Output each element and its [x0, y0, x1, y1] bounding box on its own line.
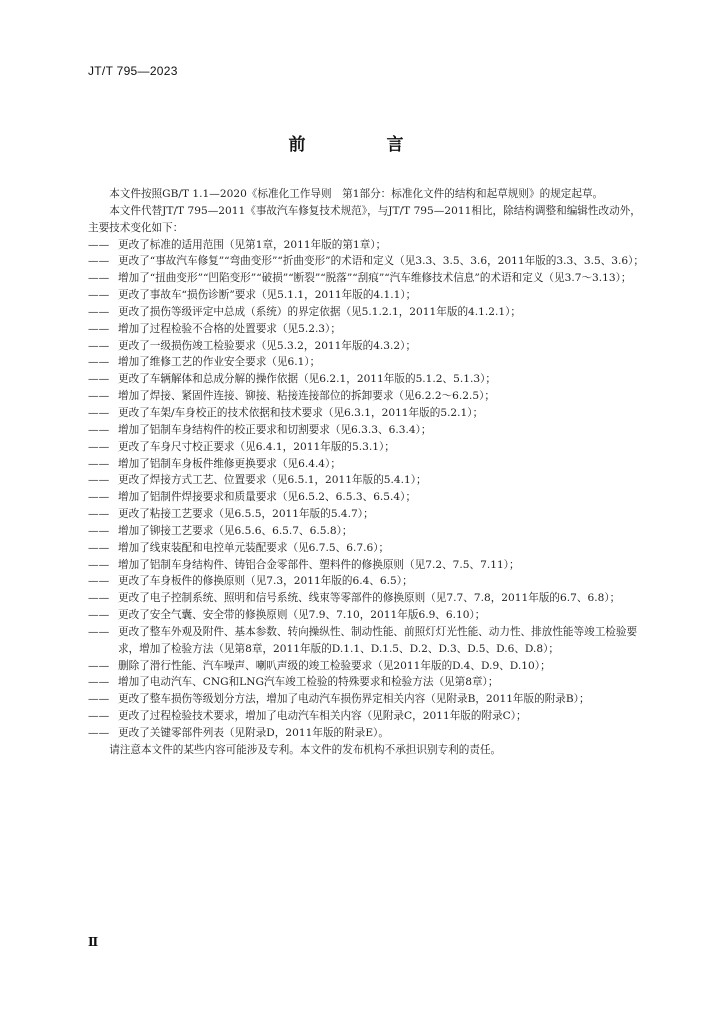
change-item [88, 287, 648, 304]
dash-bullet: —— [88, 289, 110, 302]
dash-bullet: —— [88, 322, 110, 335]
change-item [88, 253, 648, 270]
dash-bullet: —— [88, 406, 110, 419]
change-item-text: 更改了一级损伤竣工检验要求（见5.3.2，2011年版的4.3.2）； [118, 339, 417, 352]
change-item [88, 270, 648, 287]
change-item [88, 691, 648, 708]
change-item-text: 增加了铝制车身结构件的校正要求和切割要求（见6.3.3、6.3.4）； [118, 423, 432, 436]
change-item [88, 725, 648, 742]
change-item [88, 472, 648, 489]
dash-bullet: —— [88, 676, 110, 689]
change-item [88, 422, 648, 439]
change-item [88, 674, 648, 691]
dash-bullet: —— [88, 524, 110, 537]
dash-bullet: —— [88, 339, 110, 352]
change-item-text: 更改了焊接方式工艺、位置要求（见6.5.1，2011年版的5.4.1）； [118, 474, 427, 487]
dash-bullet: —— [88, 491, 110, 504]
change-item-text: 更改了车辆解体和总成分解的操作依据（见6.2.1，2011年版的5.1.2、5.1.3）； [118, 373, 496, 386]
change-item [88, 388, 648, 405]
document-body [88, 186, 648, 759]
dash-bullet: —— [88, 238, 110, 251]
change-item [88, 237, 648, 254]
dash-bullet: —— [88, 727, 110, 739]
change-item-text: 更改了粘接工艺要求（见6.5.5，2011年版的5.4.7）； [118, 508, 374, 521]
dash-bullet: —— [88, 272, 110, 285]
change-item [88, 338, 648, 355]
change-item [88, 304, 648, 321]
change-item-text: 更改了事故车“损伤诊断”要求（见5.1.1，2011年版的4.1.1）； [118, 289, 417, 302]
dash-bullet: —— [88, 255, 110, 268]
change-item [88, 590, 648, 607]
change-item [88, 506, 648, 523]
change-item [88, 540, 648, 557]
change-item-text: 增加了过程检验不合格的处置要求（见5.2.3）； [118, 322, 341, 335]
page-number: Ⅱ [88, 935, 99, 949]
dash-bullet: —— [88, 625, 110, 638]
change-item [88, 607, 648, 624]
dash-bullet: —— [88, 356, 110, 369]
change-item [88, 523, 648, 540]
change-item-text: 更改了损伤等级评定中总成（系统）的界定依据（见5.1.2.1，2011年版的4.1.2.1）； [118, 305, 522, 318]
dash-bullet: —— [88, 541, 110, 554]
change-item-text: 更改了“事故汽车修复”“弯曲变形”“折曲变形”的术语和定义（见3.3、3.5、3.6，2011年版的3.3、3.5、3.6）； [118, 255, 645, 268]
change-item-text: 更改了标准的适用范围（见第1章，2011年版的第1章）； [118, 238, 387, 251]
change-item [88, 658, 648, 675]
dash-bullet: —— [88, 592, 110, 605]
change-item-text: 更改了车身尺寸校正要求（见6.4.1，2011年版的5.3.1）； [118, 440, 395, 453]
change-item-text: 更改了过程检验技术要求，增加了电动汽车相关内容（见附录C，2011年版的附录C）； [118, 710, 527, 723]
change-item [88, 321, 648, 338]
change-item [88, 489, 648, 506]
intro-paragraph-1: 本文件按照GB/T 1.1—2020《标准化工作导则 第1部分：标准化文件的结构和起草规则》的规定起草。 [109, 188, 604, 200]
change-item-text: 更改了车架/车身校正的技术依据和技术要求（见6.3.1，2011年版的5.2.1）； [118, 406, 484, 419]
dash-bullet: —— [88, 659, 110, 672]
dash-bullet: —— [88, 423, 110, 436]
change-item-text: 更改了整车外观及附件、基本参数、转向操纵性、制动性能、前照灯灯光性能、动力性、排放性能等竣工检验要求，增加了检验方法（见第8章，2011年版的D.1.1、D.1.5、D.2、D.3、D.5、D.6、D.8）； [118, 625, 638, 655]
change-item-text: 更改了整车损伤等级划分方法，增加了电动汽车损伤界定相关内容（见附录B，2011年版的附录B）； [118, 693, 590, 706]
change-item [88, 573, 648, 590]
document-code: JT/T 795—2023 [88, 64, 178, 78]
change-item-text: 更改了电子控制系统、照明和信号系统、线束等零部件的修换原则（见7.7、7.8，2011年版的6.7、6.8）； [118, 592, 621, 605]
change-item-text: 增加了“扭曲变形”“凹陷变形”“破损”“断裂”“脱落”“刮痕”“汽车维修技术信息”的术语和定义（见3.7～3.13）； [118, 272, 632, 285]
change-item-text: 增加了焊接、紧固件连接、铆接、粘接连接部位的拆卸要求（见6.2.2～6.2.5）； [118, 390, 496, 403]
dash-bullet: —— [88, 710, 110, 723]
change-item [88, 439, 648, 456]
change-item [88, 624, 648, 658]
dash-bullet: —— [88, 373, 110, 386]
change-item-text: 增加了电动汽车、CNG和LNG汽车竣工检验的特殊要求和检验方法（见第8章）； [118, 676, 499, 689]
change-item-text: 增加了铆接工艺要求（见6.5.6、6.5.7、6.5.8）； [118, 524, 353, 537]
dash-bullet: —— [88, 575, 110, 588]
change-item-text: 增加了维修工艺的作业安全要求（见6.1）； [118, 356, 321, 369]
change-item-text: 删除了滑行性能、汽车噪声、喇叭声级的竣工检验要求（见2011年版的D.4、D.9、D.10）； [118, 659, 551, 672]
dash-bullet: —— [88, 390, 110, 403]
intro-paragraph-2: 本文件代替JT/T 795—2011《事故汽车修复技术规范》，与JT/T 795—2011相比，除结构调整和编辑性改动外，主要技术变化如下： [88, 204, 641, 234]
change-item [88, 557, 648, 574]
change-item-text: 更改了车身板件的修换原则（见7.3，2011年版的6.4、6.5）； [118, 575, 413, 588]
change-item [88, 456, 648, 473]
change-item-text: 增加了铝制车身结构件、铸铝合金零部件、塑料件的修换原则（见7.2、7.5、7.11）； [118, 558, 520, 571]
change-item-text: 增加了铝制车身板件维修更换要求（见6.4.4）； [118, 457, 341, 470]
dash-bullet: —— [88, 558, 110, 571]
change-item [88, 371, 648, 388]
change-item-text: 增加了铝制件焊接要求和质量要求（见6.5.2、6.5.3、6.5.4）； [118, 491, 417, 504]
change-item-text: 增加了线束装配和电控单元装配要求（见6.7.5、6.7.6）； [118, 541, 390, 554]
dash-bullet: —— [88, 693, 110, 706]
change-item-text: 更改了安全气囊、安全带的修换原则（见7.9、7.10，2011年版6.9、6.10）； [118, 609, 486, 622]
change-item [88, 354, 648, 371]
patent-notice: 请注意本文件的某些内容可能涉及专利。本文件的发布机构不承担识别专利的责任。 [109, 743, 502, 756]
dash-bullet: —— [88, 305, 110, 318]
dash-bullet: —— [88, 474, 110, 487]
change-item [88, 405, 648, 422]
dash-bullet: —— [88, 457, 110, 470]
change-item [88, 708, 648, 725]
page-title: 前 言 [288, 135, 436, 155]
dash-bullet: —— [88, 508, 110, 521]
dash-bullet: —— [88, 609, 110, 622]
technical-changes-list [88, 237, 648, 742]
dash-bullet: —— [88, 440, 110, 453]
change-item-text: 更改了关键零部件列表（见附录D，2011年版的附录E）。 [118, 727, 389, 739]
